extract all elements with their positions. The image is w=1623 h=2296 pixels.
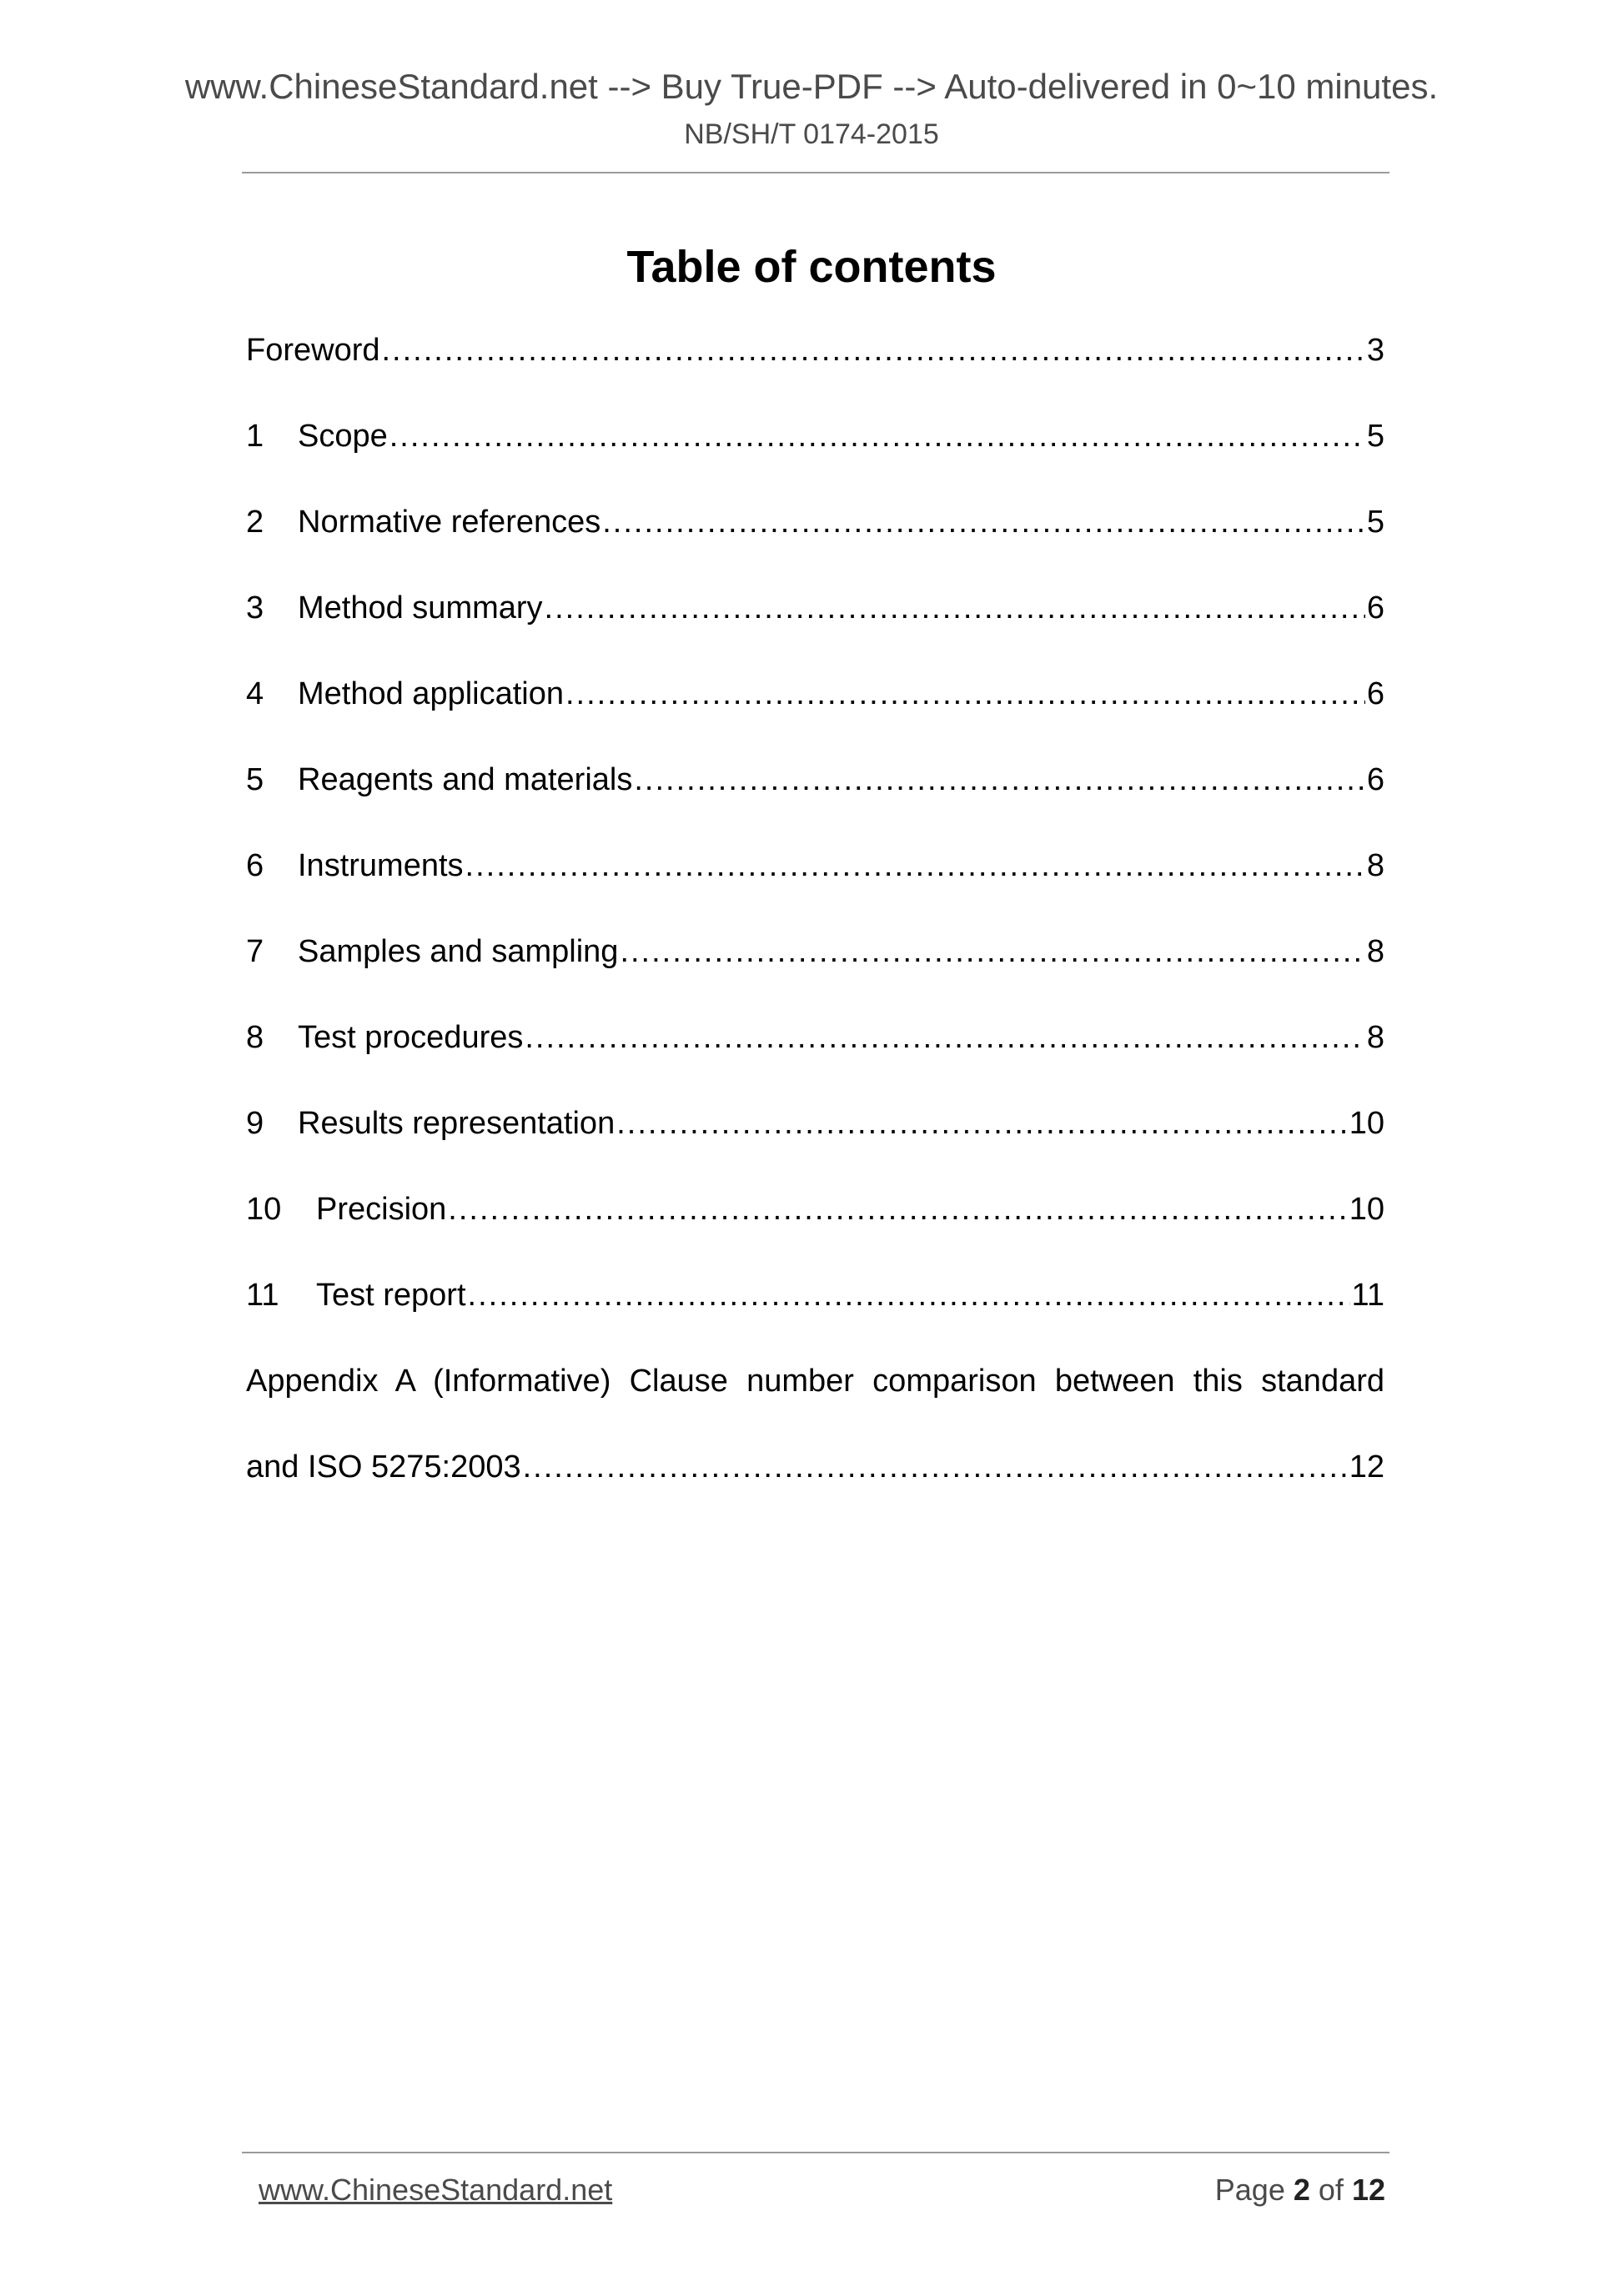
toc-entry-page: 12 — [1349, 1449, 1384, 1485]
toc-entry-title: Samples and sampling — [298, 934, 619, 969]
toc-entry-normative-references[interactable] — [246, 499, 1384, 585]
toc-entry-page: 8 — [1366, 934, 1384, 969]
toc-entry-page: 8 — [1366, 1020, 1384, 1055]
toc-entry-title: Precision — [316, 1192, 447, 1227]
toc-entry-method-application[interactable] — [246, 671, 1384, 756]
toc-leader-dots — [523, 1444, 1348, 1490]
toc-leader-dots — [382, 327, 1365, 374]
toc-entry-number: 10 — [246, 1192, 282, 1227]
toc-entry-page: 5 — [1366, 419, 1384, 454]
footer-divider — [242, 2152, 1389, 2153]
toc-entry-title: and ISO 5275:2003 — [246, 1449, 521, 1485]
toc-entry-title: Instruments — [298, 848, 464, 883]
toc-entry-appendix-a[interactable] — [246, 1444, 1384, 1530]
toc-entry-number: 5 — [246, 762, 264, 797]
toc-entry-results-representation[interactable] — [246, 1100, 1384, 1186]
toc-entry-title: Results representation — [298, 1106, 616, 1141]
toc-entry-test-procedures[interactable] — [246, 1014, 1384, 1100]
table-of-contents — [246, 327, 1384, 1530]
header-divider — [242, 172, 1389, 173]
toc-leader-dots — [602, 499, 1365, 545]
header-banner: www.ChineseStandard.net --> Buy True-PDF --> Auto-delivered in 0~10 minutes. — [184, 67, 1439, 106]
footer-site-link[interactable]: www.ChineseStandard.net — [259, 2173, 613, 2207]
toc-entry-method-summary[interactable] — [246, 585, 1384, 671]
toc-entry-page: 3 — [1366, 333, 1384, 368]
toc-leader-dots — [565, 671, 1365, 717]
toc-entry-title: Test report — [316, 1278, 466, 1313]
toc-leader-dots — [468, 1272, 1350, 1319]
toc-entry-number: 4 — [246, 676, 264, 711]
toc-entry-number: 1 — [246, 419, 264, 454]
toc-entry-title: Method summary — [298, 590, 543, 625]
toc-entry-instruments[interactable] — [246, 842, 1384, 928]
toc-leader-dots — [634, 756, 1365, 803]
toc-entry-page: 8 — [1366, 848, 1384, 883]
toc-entry-precision[interactable] — [246, 1186, 1384, 1272]
toc-entry-number: 3 — [246, 590, 264, 625]
toc-entry-number: 7 — [246, 934, 264, 969]
toc-entry-test-report[interactable] — [246, 1272, 1384, 1358]
toc-entry-page: 10 — [1349, 1192, 1384, 1227]
toc-entry-title: Scope — [298, 419, 388, 454]
page-word: Page — [1214, 2173, 1285, 2207]
toc-entry-foreword[interactable] — [246, 327, 1384, 413]
toc-appendix-a-line1[interactable]: Appendix A (Informative) Clause number comparison between this standard — [246, 1364, 1384, 1399]
toc-leader-dots — [616, 1100, 1348, 1147]
toc-entry-number: 8 — [246, 1020, 264, 1055]
toc-leader-dots — [448, 1186, 1347, 1233]
toc-entry-page: 10 — [1349, 1106, 1384, 1141]
page-total: 12 — [1351, 2173, 1385, 2207]
toc-leader-dots — [525, 1014, 1364, 1061]
toc-entry-title: Method application — [298, 676, 564, 711]
toc-entry-number: 11 — [246, 1278, 279, 1313]
toc-entry-page: 5 — [1366, 505, 1384, 540]
page-title: Table of contents — [626, 242, 997, 292]
page-indicator — [1215, 2168, 1385, 2212]
toc-entry-scope[interactable] — [246, 413, 1384, 499]
toc-entry-number: 6 — [246, 848, 264, 883]
toc-entry-samples-and-sampling[interactable] — [246, 928, 1384, 1014]
toc-leader-dots — [545, 585, 1365, 631]
toc-leader-dots — [465, 842, 1365, 889]
toc-entry-reagents-and-materials[interactable] — [246, 756, 1384, 842]
page-current: 2 — [1293, 2173, 1310, 2207]
toc-entry-page: 6 — [1366, 762, 1384, 797]
toc-leader-dots — [389, 413, 1365, 460]
toc-entry-page: 6 — [1366, 676, 1384, 711]
toc-entry-title: Foreword — [246, 333, 380, 368]
toc-leader-dots — [620, 928, 1364, 975]
toc-entry-title: Test procedures — [298, 1020, 524, 1055]
toc-entry-page: 6 — [1366, 590, 1384, 625]
of-word: of — [1318, 2173, 1344, 2207]
toc-entry-page: 11 — [1351, 1278, 1384, 1313]
toc-entry-title: Reagents and materials — [298, 762, 633, 797]
toc-entry-title: Normative references — [298, 505, 601, 540]
toc-entry-number: 9 — [246, 1106, 264, 1141]
toc-entry-number: 2 — [246, 505, 264, 540]
standard-code: NB/SH/T 0174-2015 — [684, 118, 939, 150]
